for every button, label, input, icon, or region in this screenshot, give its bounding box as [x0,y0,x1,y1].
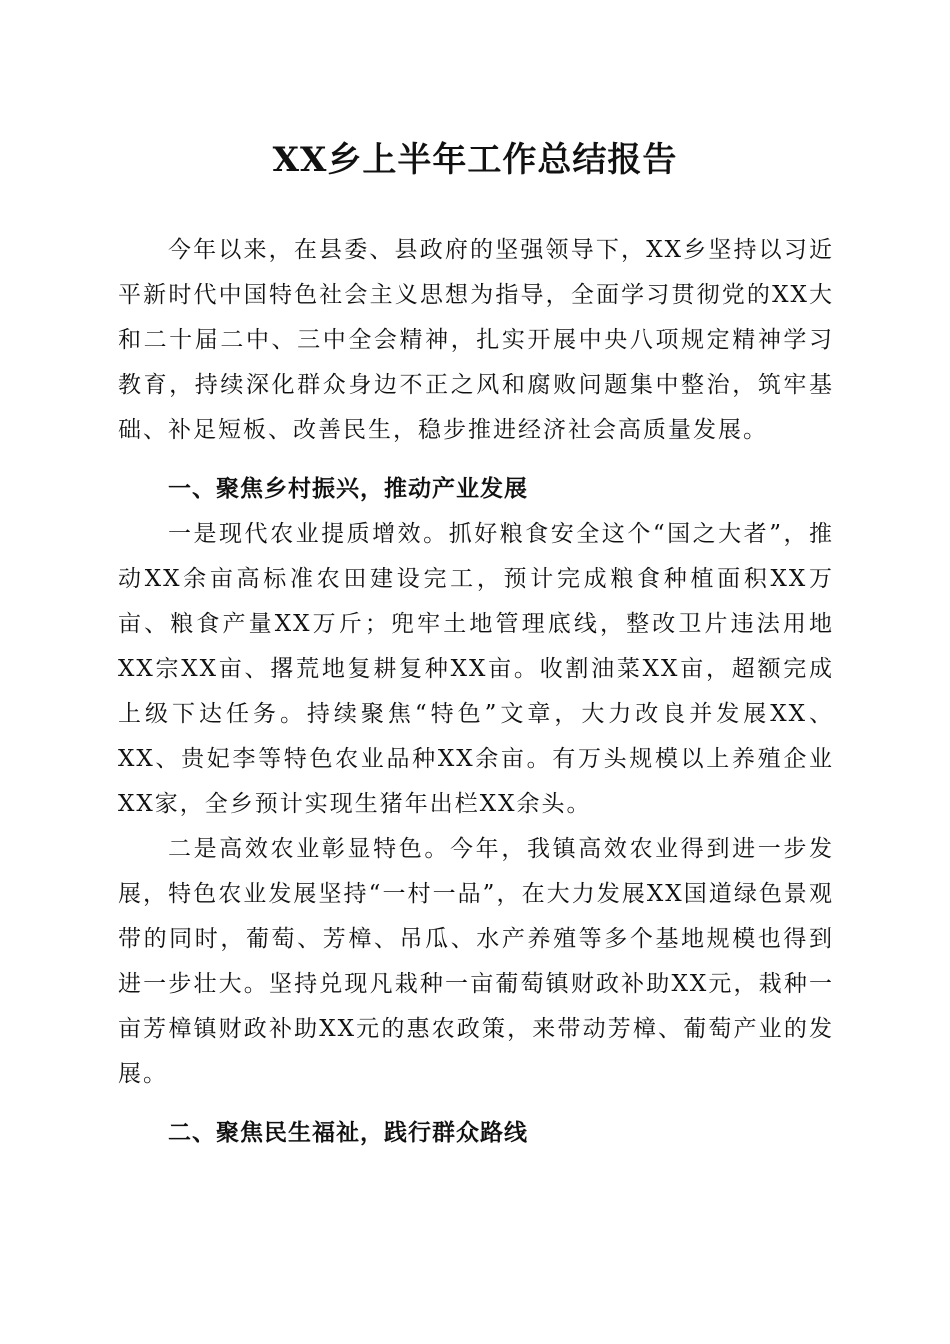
section-heading-2: 二、聚焦民生福祉，践行群众路线 [168,1120,528,1146]
paragraph-lead: 二是高效农业彰显特色。 [168,836,451,862]
paragraph-body: 今年，我镇高效农业得到进一步发展，特色农业发展坚持“一村一品”，在大力发展XX国道绿色景观带的同时，葡萄、芳樟、吊瓜、水产养殖等多个基地规模也得到进一步壮大。坚持兑现凡栽种一亩葡萄镇财政补助XX元，栽种一亩芳樟镇财政补助XX元的惠农政策，来带动芳樟、葡萄产业的发展。 [118,836,835,1087]
section-heading-1: 一、聚焦乡村振兴，推动产业发展 [168,476,528,502]
document-body [118,228,834,1156]
section1-paragraph-1 [118,512,834,827]
document-title: XX乡上半年工作总结报告 [272,140,678,180]
intro-paragraph: 今年以来，在县委、县政府的坚强领导下，XX乡坚持以习近平新时代中国特色社会主义思想为指导，全面学习贯彻党的XX大和二十届二中、三中全会精神，扎实开展中央八项规定精神学习教育，持续深化群众身边不正之风和腐败问题集中整治，筑牢基础、补足短板、改善民生，稳步推进经济社会高质量发展。 [118,237,834,443]
paragraph-body: 抓好粮食安全这个“国之大者”，推动XX余亩高标准农田建设完工，预计完成粮食种植面积XX万亩、粮食产量XX万斤；兜牢土地管理底线，整改卫片违法用地XX宗XX亩、撂荒地复耕复种XX亩。收割油菜XX亩，超额完成上级下达任务。持续聚焦“特色”文章，大力改良并发展XX、XX、贵妃李等特色农业品种XX余亩。有万头规模以上养殖企业XX家，全乡预计实现生猪年出栏XX余头。 [118,521,834,817]
section1-paragraph-2 [118,827,834,1097]
paragraph-lead: 一是现代农业提质增效。 [168,521,449,547]
